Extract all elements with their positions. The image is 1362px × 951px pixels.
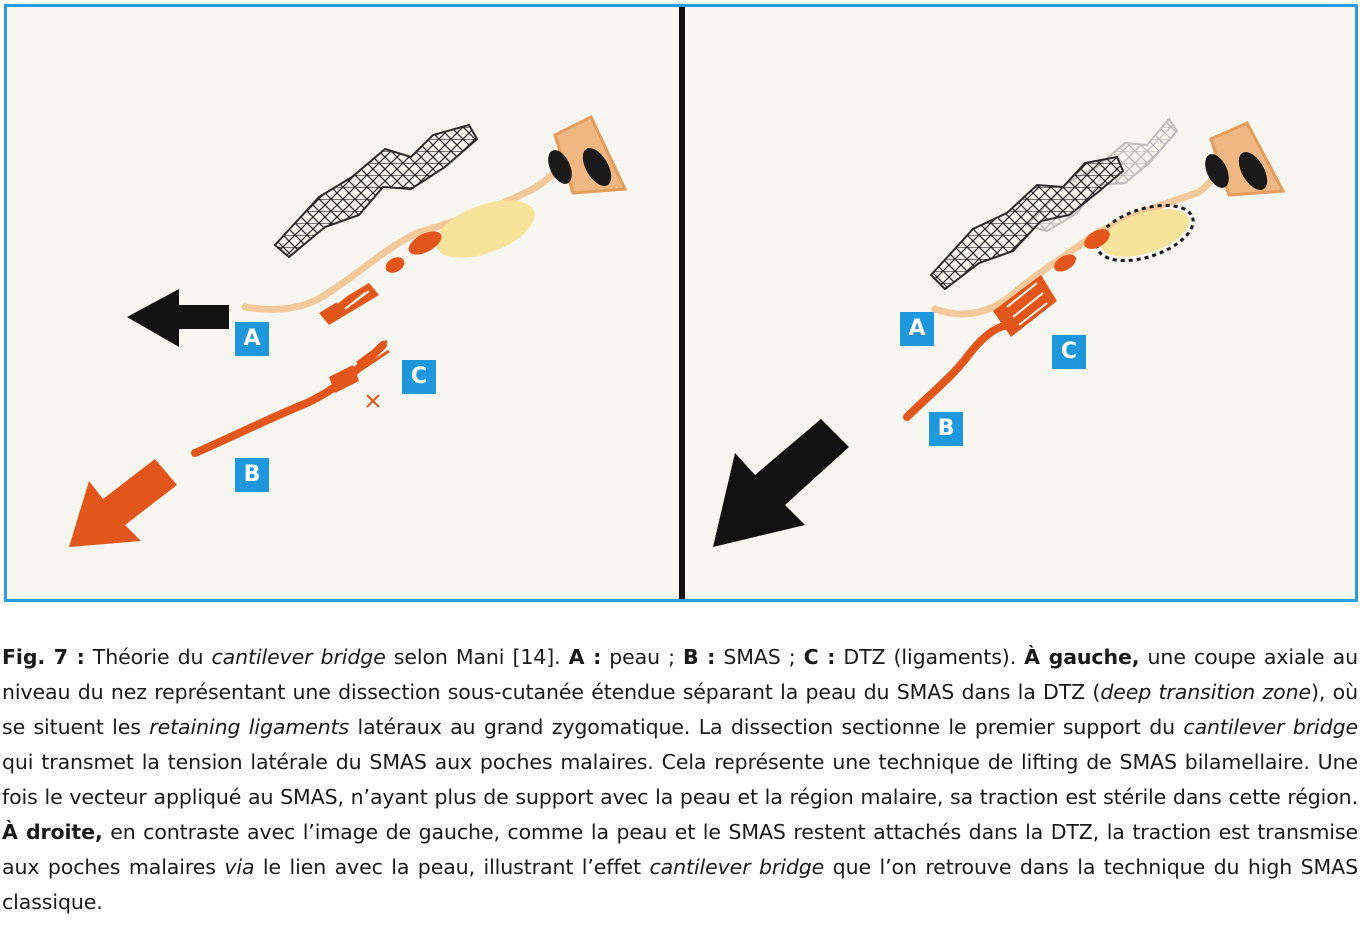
caption-key-c: C :	[803, 645, 836, 669]
caption-text: latéraux au grand zygomatique. La dissection sectionne le premier support du	[349, 715, 1184, 739]
caption-text: en contraste avec l’image de gauche, comme la peau et le SMAS restent attachés dans la DTZ, la traction est transmise aux poches malaires	[2, 820, 1358, 879]
figure-panel	[4, 4, 1358, 602]
caption-text: DTZ (ligaments).	[835, 645, 1025, 669]
caption-text: qui transmet la tension latérale du SMAS aux poches malaires. Cela représente une technique de lifting de SMAS bilamellaire. Une fois le vecteur appliqué au SMAS, n’ayant plus de support avec la peau et la région malaire, sa traction est stérile dans cette région.	[2, 750, 1358, 809]
left-label-a: A	[235, 322, 269, 356]
left-label-b: B	[235, 458, 269, 492]
caption-italic: cantilever bridge	[649, 855, 825, 879]
caption-text: ), où se situent les	[2, 680, 1358, 739]
caption-text: le lien avec la peau, illustrant l’effet	[254, 855, 650, 879]
right-label-a: A	[900, 312, 934, 346]
caption-italic: cantilever bridge	[211, 645, 386, 669]
left-cut-mark	[367, 395, 379, 407]
caption-text: selon Mani [14].	[385, 645, 569, 669]
right-label-b: B	[929, 412, 963, 446]
right-bridge-icon	[931, 157, 1123, 289]
figure-caption	[2, 640, 1358, 920]
left-ligament-block	[329, 365, 359, 393]
left-label-c: C	[402, 360, 436, 394]
caption-italic: deep transition zone	[1100, 680, 1312, 704]
left-smas-strip	[195, 345, 383, 453]
right-traction-arrow	[713, 419, 849, 547]
panel-divider	[679, 7, 685, 599]
left-upper-smas	[319, 227, 445, 325]
caption-key-b: B :	[682, 645, 716, 669]
caption-key-a: A :	[568, 645, 602, 669]
left-smas-vector-arrow	[69, 459, 177, 547]
caption-fig-label: Fig. 7 :	[2, 645, 85, 669]
caption-italic: via	[224, 855, 255, 879]
left-nose-icon	[543, 117, 625, 193]
caption-left-key: À gauche,	[1024, 645, 1140, 669]
left-malar-fat	[428, 189, 542, 270]
figure-illustration	[7, 7, 1355, 599]
right-panel	[713, 119, 1283, 547]
caption-text: peau ;	[601, 645, 683, 669]
caption-text: SMAS ;	[715, 645, 804, 669]
caption-italic: cantilever bridge	[1183, 715, 1358, 739]
caption-text: une coupe axiale au niveau du nez représentant une dissection sous-cutanée étendue séparant la peau du SMAS dans la DTZ (	[2, 645, 1358, 704]
caption-text: Théorie du	[84, 645, 212, 669]
caption-right-key: À droite,	[2, 820, 103, 844]
caption-italic: retaining ligaments	[149, 715, 350, 739]
left-panel	[69, 117, 625, 547]
caption-text: que l’on retrouve dans la technique du high SMAS classique.	[2, 855, 1358, 914]
right-label-c: C	[1052, 335, 1086, 369]
left-skin-vector-arrow	[127, 289, 229, 347]
